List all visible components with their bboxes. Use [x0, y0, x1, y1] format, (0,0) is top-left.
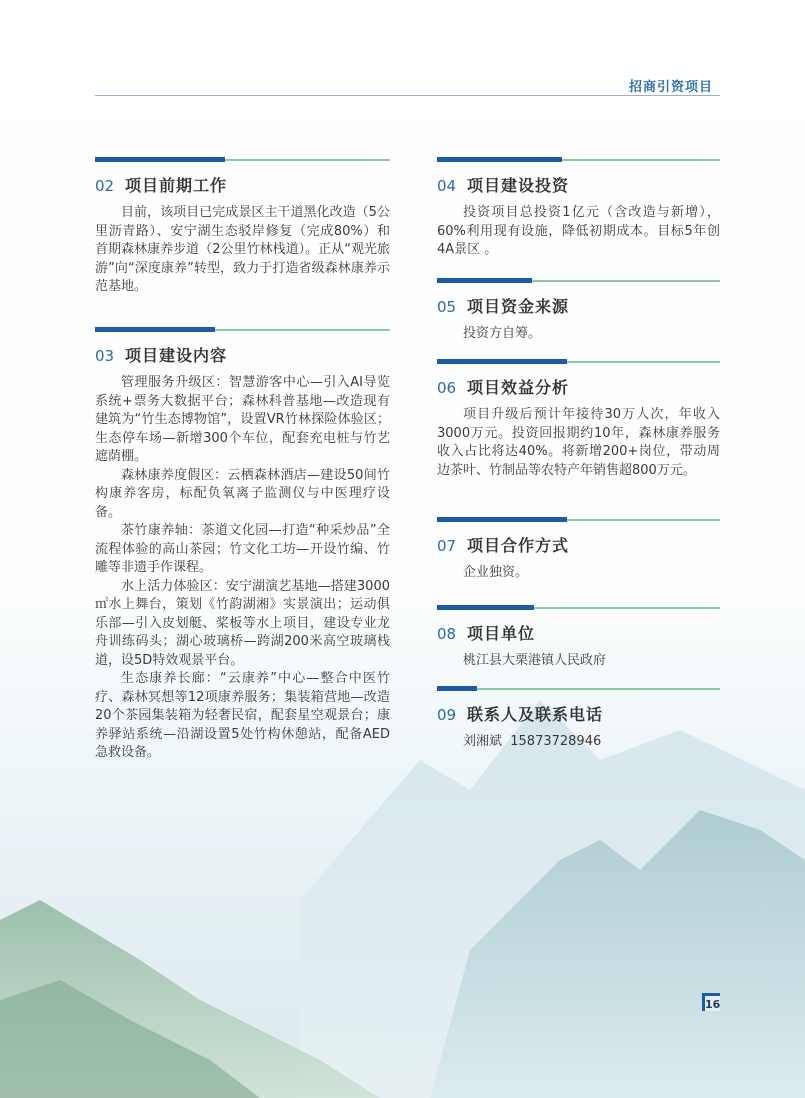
- section-number: 03: [95, 347, 115, 365]
- section-03: [95, 327, 390, 763]
- section-divider: [437, 157, 720, 162]
- section-paragraph: 投资方自筹。: [463, 326, 542, 341]
- section-title: 项目建设投资: [467, 176, 570, 195]
- header-title: 招商引资项目: [628, 80, 713, 95]
- section-title: 项目建设内容: [125, 346, 228, 365]
- section-number: 09: [437, 706, 457, 724]
- section-title: 项目单位: [467, 624, 536, 643]
- section-number: 07: [437, 537, 457, 555]
- contact-info: 刘湘斌 15873728946: [463, 734, 602, 749]
- section-08: [437, 605, 720, 671]
- section-divider: [437, 278, 720, 283]
- section-06: [437, 359, 720, 480]
- section-number: 05: [437, 298, 457, 316]
- section-number: 02: [95, 177, 115, 195]
- section-paragraph: 投资项目总投资1亿元（含改造与新增），60%利用现有设施，降低初期成本。目标5年创4A景区 。: [437, 205, 720, 257]
- section-divider: [437, 517, 720, 522]
- section-divider: [95, 157, 390, 162]
- section-number: 04: [437, 177, 457, 195]
- section-divider: [437, 359, 720, 364]
- section-09: [437, 686, 720, 752]
- section-04: [437, 157, 720, 260]
- section-divider: [437, 686, 720, 691]
- section-paragraph: 水上活力体验区：安宁湖演艺基地—搭建3000㎡水上舞台，策划《竹韵湖湘》实景演出；运动俱乐部—引入皮划艇、桨板等水上项目，建设专业龙舟训练码头；湖心玻璃桥—跨湖200米高空玻璃栈道，设5D特效观景平台。: [95, 578, 390, 668]
- section-paragraph: 森林康养度假区：云栖森林酒店—建设50间竹构康养客房，标配负氧离子监测仪与中医理疗设备。: [95, 467, 390, 520]
- section-title: 项目资金来源: [467, 297, 570, 316]
- page-number: 16: [702, 993, 720, 1011]
- section-paragraph: 目前，该项目已完成景区主干道黑化改造（5公里沥青路）、安宁湖生态驳岸修复（完成80%）和首期森林康养步道（2公里竹林栈道）。正从“观光旅游”向“深度康养”转型，致力于打造省级森林康养示范基地。: [95, 205, 390, 294]
- section-paragraph: 桃江县大栗港镇人民政府: [463, 653, 607, 668]
- section-divider: [437, 605, 720, 610]
- section-title: 联系人及联系电话: [467, 705, 604, 724]
- section-paragraph: 企业独资。: [463, 565, 529, 580]
- section-title: 项目合作方式: [467, 536, 570, 555]
- section-paragraph: 茶竹康养轴：茶道文化园—打造“种采炒品”全流程体验的高山茶园；竹文化工坊—开设竹编、竹雕等非遗手作课程。: [95, 523, 390, 575]
- section-paragraph: 生态康养长廊：“云康养”中心—整合中医竹疗、森林冥想等12项康养服务；集装箱营地—改造20个茶园集装箱为轻奢民宿，配套星空观景台；康养驿站系统—沿湖设置5处竹构休憩站，配备AED急救设备。: [95, 671, 390, 760]
- section-07: [437, 517, 720, 583]
- header-divider: [95, 95, 720, 96]
- section-paragraph: 项目升级后预计年接待30万人次，年收入3000万元。投资回报期约10年，森林康养服务收入占比将达40%。将新增200+岗位，带动周边茶叶、竹制品等农特产年销售超800万元。: [437, 407, 720, 478]
- section-05: [437, 278, 720, 344]
- section-paragraph: 管理服务升级区：智慧游客中心—引入AI导览系统+票务大数据平台；森林科普基地—改造现有建筑为“竹生态博物馆”，设置VR竹林探险体验区；生态停车场—新增300个车位，配套充电桩与竹艺遮荫棚。: [95, 375, 390, 464]
- section-title: 项目前期工作: [125, 176, 228, 195]
- section-divider: [95, 327, 390, 332]
- section-02: [95, 157, 390, 297]
- section-number: 06: [437, 379, 457, 397]
- section-number: 08: [437, 625, 457, 643]
- section-title: 项目效益分析: [467, 378, 570, 397]
